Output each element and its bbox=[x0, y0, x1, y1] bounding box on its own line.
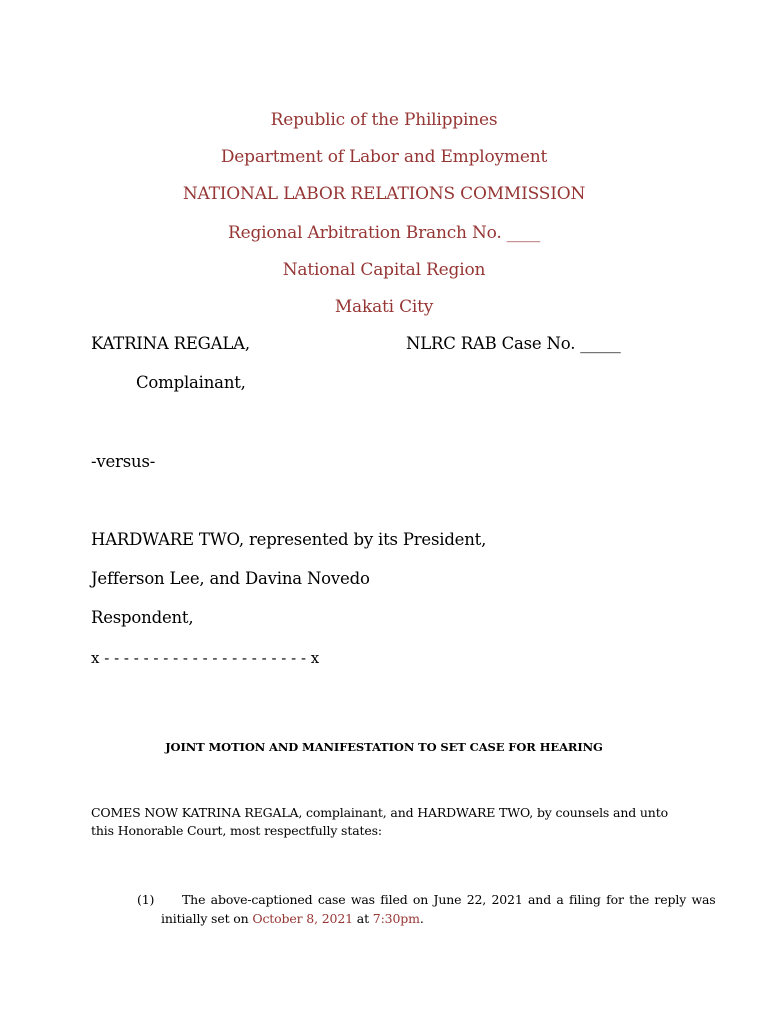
intro-line-1: COMES NOW KATRINA REGALA, complainant, and HARDWARE TWO, by counsels and unto bbox=[91, 805, 668, 820]
para-1-mid: at bbox=[352, 911, 373, 926]
para-1-date: October 8, 2021 bbox=[252, 911, 353, 926]
para-1-end: . bbox=[419, 911, 424, 926]
para-1-line-1: The above-captioned case was filed on June 22, 2021 and a filing for the reply was bbox=[182, 892, 716, 907]
intro-line-2: this Honorable Court, most respectfully states: bbox=[91, 823, 382, 838]
respondent-label: Respondent, bbox=[91, 608, 194, 627]
case-number: NLRC RAB Case No. _____ bbox=[406, 334, 621, 353]
header-republic: Republic of the Philippines bbox=[270, 110, 498, 130]
versus-label: -versus- bbox=[91, 452, 156, 471]
caption-divider: x - - - - - - - - - - - - - - - - - - - - - x bbox=[91, 649, 320, 667]
complainant-label: Complainant, bbox=[136, 373, 246, 392]
para-1-time: 7:30pm bbox=[372, 911, 420, 926]
header-commission: NATIONAL LABOR RELATIONS COMMISSION bbox=[182, 184, 586, 204]
respondent-line-1: HARDWARE TWO, represented by its President, bbox=[91, 530, 487, 549]
header-department: Department of Labor and Employment bbox=[220, 147, 548, 167]
respondent-line-2: Jefferson Lee, and Davina Novedo bbox=[91, 569, 370, 588]
header-branch: Regional Arbitration Branch No. ____ bbox=[227, 223, 540, 243]
header-region: National Capital Region bbox=[282, 260, 486, 280]
header-city: Makati City bbox=[334, 297, 434, 317]
complainant-name: KATRINA REGALA, bbox=[91, 334, 250, 353]
para-1-line-2 bbox=[161, 910, 424, 928]
para-1-number: (1) bbox=[137, 892, 155, 907]
para-1-prefix: initially set on bbox=[161, 911, 253, 926]
motion-title: JOINT MOTION AND MANIFESTATION TO SET CASE FOR HEARING bbox=[165, 740, 603, 754]
